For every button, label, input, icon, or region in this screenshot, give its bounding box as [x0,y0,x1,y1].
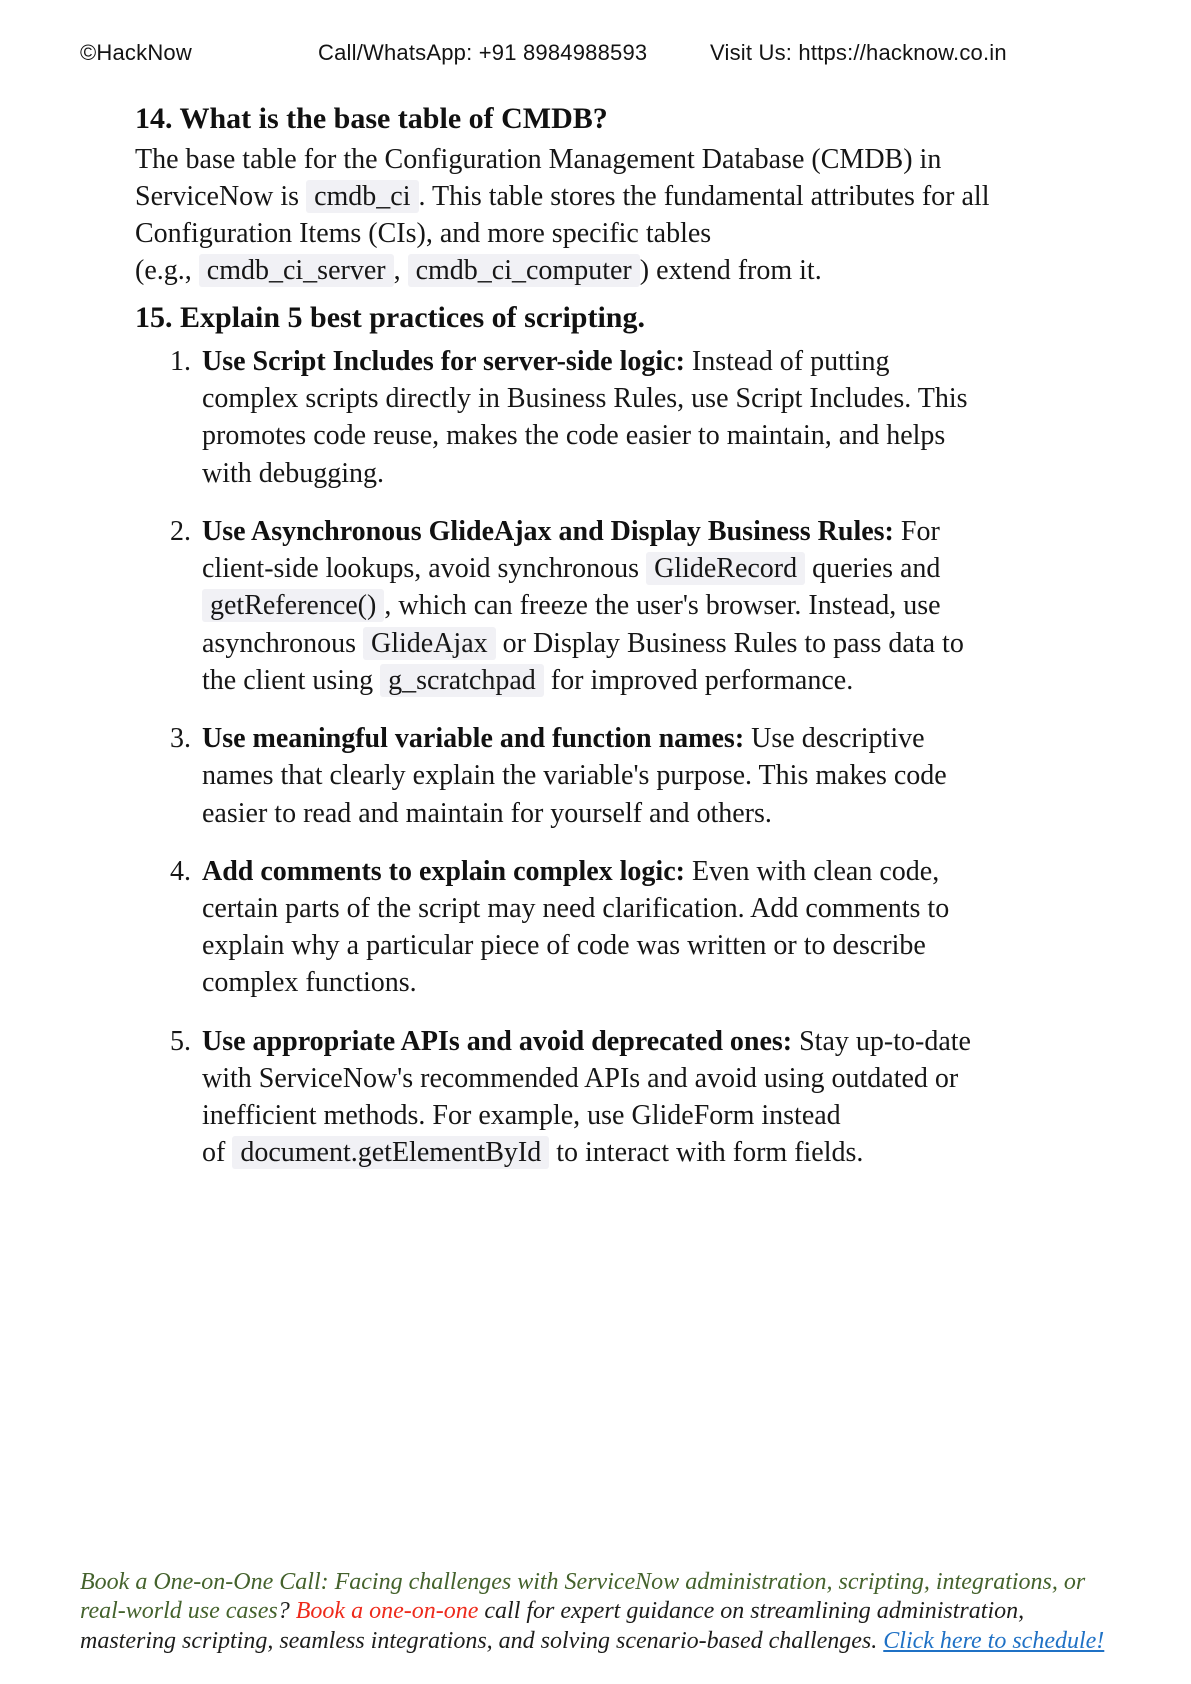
contact-text: Call/WhatsApp: +91 8984988593 [318,40,648,65]
text-segment: The base table for the Configuration Management Database (CMDB) in ServiceNow is [135,143,942,212]
text-segment: of [202,1137,233,1169]
footer-note [80,1568,1116,1656]
text-segment: or Display Business Rules to pass data to the client using [202,627,964,696]
visit-url-text: Visit Us: https://hacknow.co.in [710,40,1007,65]
text-segment: , [393,255,408,287]
inline-code: GlideAjax [363,627,496,660]
text-segment: , which can freeze the user's browser. Instead, use asynchronous [202,590,941,659]
copyright-text: ©HackNow [80,40,192,65]
list-item-text [202,513,992,699]
list-item-number: 5. [170,1025,191,1057]
list-item-text [202,853,992,1002]
best-practice-item [135,853,995,1002]
text-segment: Book a One-on-One Call: Facing challenges with ServiceNow administration, scripting, integrations, or real-world use cases [80,1569,1086,1625]
question-14-answer [135,141,995,290]
question-15-heading: 15. Explain 5 best practices of scripting. [135,301,645,335]
bold-lead-text: Add comments to explain complex logic: [202,855,685,887]
text-segment: For client-side lookups, avoid synchronous [202,515,940,585]
bold-lead-text: Use Script Includes for server-side logic: [202,345,685,377]
text-segment: Stay up-to-date with ServiceNow's recommended APIs and avoid using outdated or inefficient methods. For example, use GlideForm instead [202,1025,971,1132]
text-segment: Instead of putting complex scripts directly in Business Rules, use Script Includes. This promotes code reuse, makes the code easier to maintain, and helps with debugging. [202,345,968,489]
best-practice-item [135,513,995,699]
list-item-text [202,720,992,832]
best-practice-item [135,343,995,492]
list-item-text [202,1023,992,1172]
text-segment: for improved performance. [543,664,854,696]
book-one-on-one-link[interactable]: Book a one-on-one [295,1598,479,1625]
best-practice-item [135,1023,995,1172]
inline-code: cmdb_ci_server [199,254,394,287]
bold-lead-text: Use meaningful variable and function names: [202,723,745,755]
text-segment: Use descriptive names that clearly explain the variable's purpose. This makes code easier to read and maintain for yourself and others. [202,723,947,829]
inline-code: GlideRecord [646,552,805,585]
bold-lead-text: Use Asynchronous GlideAjax and Display Business Rules: [202,515,894,547]
inline-code: cmdb_ci_computer [408,254,640,287]
bold-lead-text: Use appropriate APIs and avoid deprecated ones: [202,1025,793,1057]
text-segment: ? [277,1598,296,1625]
inline-code: document.getElementById [232,1136,549,1169]
text-segment: to interact with form fields. [549,1137,864,1169]
text-segment: ) extend from it. [639,255,822,287]
list-item-number: 1. [170,345,191,377]
question-14-heading: 14. What is the base table of CMDB? [135,102,608,135]
inline-code: getReference() [202,589,384,622]
text-segment: . This table stores the fundamental attributes for all Configuration Items (CIs), and more specific tables [135,180,990,249]
list-item-text [202,343,992,492]
document-body [135,100,995,1193]
best-practices-list [135,343,995,1172]
inline-code: g_scratchpad [380,664,544,697]
text-segment: (e.g., [135,255,199,287]
schedule-link[interactable]: Click here to schedule! [883,1627,1105,1654]
text-segment: call for expert guidance on streamlining administration, mastering scripting, seamless integrations, and solving scenario-based challenges. [80,1598,1025,1654]
page-header [0,40,1191,74]
list-item-number: 3. [170,723,191,755]
list-item-number: 2. [170,515,191,547]
inline-code: cmdb_ci [306,180,418,213]
text-segment: Even with clean code, certain parts of the script may need clarification. Add comments to explain why a particular piece of code was written or to describe complex functions. [202,855,950,999]
best-practice-item [135,720,995,832]
list-item-number: 4. [170,855,191,887]
text-segment: queries and [805,553,941,585]
